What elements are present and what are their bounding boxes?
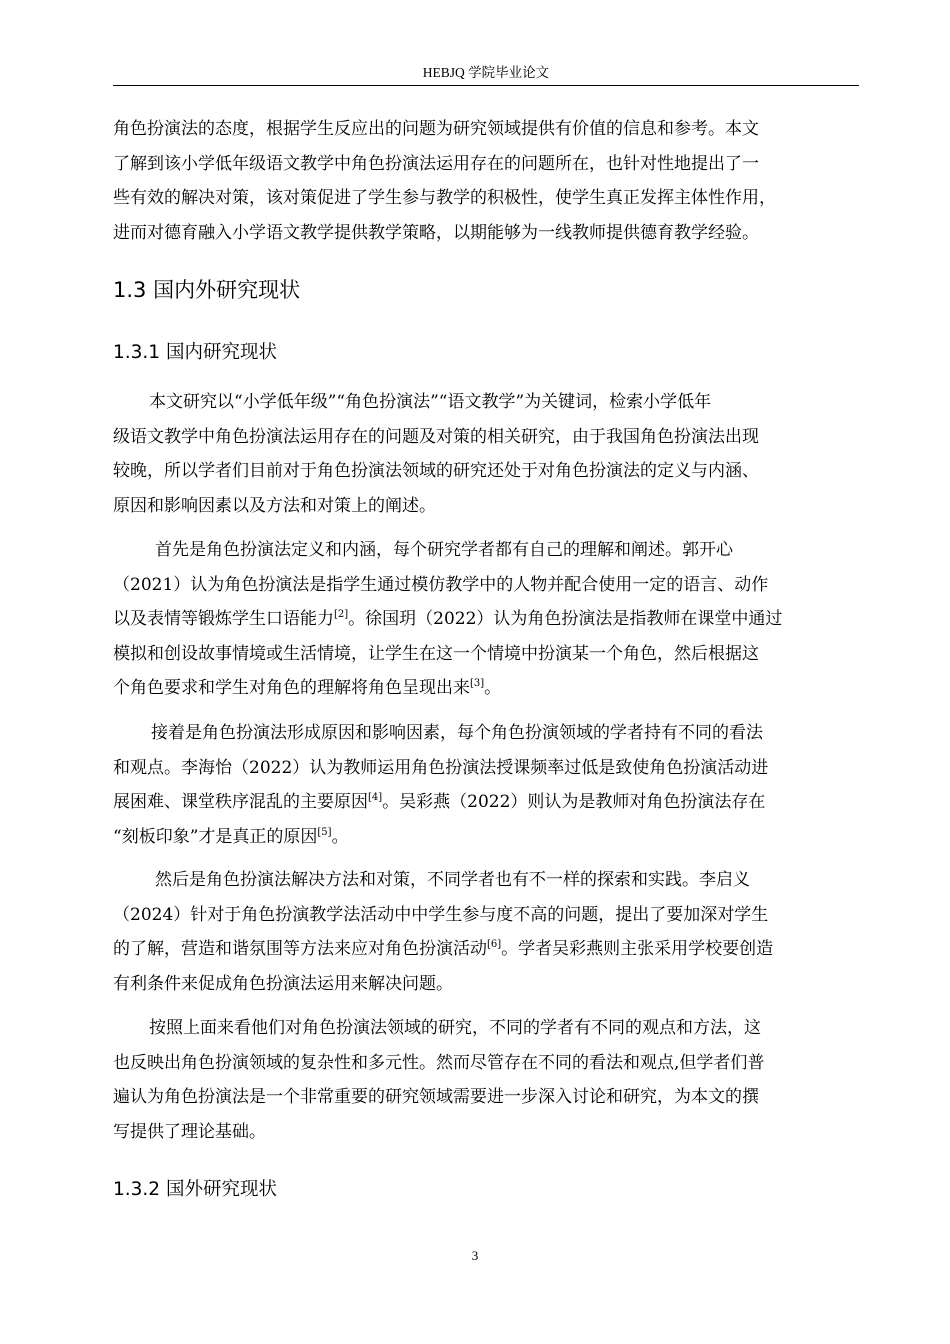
text-line: （2021）认为角色扮演法是指学生通过模仿教学中的人物并配合使用一定的语言、动作: [113, 574, 769, 595]
text-line: [113, 785, 859, 820]
text-line: 首先是角色扮演法定义和内涵，每个研究学者都有自己的理解和阐述。郭开心: [155, 540, 733, 560]
text-line: 级语文教学中角色扮演法运用存在的问题及对策的相关研究，由于我国角色扮演法出现: [113, 426, 759, 447]
text-line: 有利条件来促成角色扮演法运用来解决问题。: [113, 973, 453, 994]
citation-ref: [6]: [487, 939, 502, 950]
text-line: [113, 602, 859, 637]
text-span: 。徐国玥（2022）认为角色扮演法是指教师在课堂中通过: [348, 609, 783, 629]
paragraph-causes: [113, 716, 859, 854]
text-line: 些有效的解决对策，该对策促进了学生参与教学的积极性，使学生真正发挥主体性作用，: [113, 188, 776, 208]
paragraph-keywords: [113, 385, 859, 523]
section-heading-1-3-1: 1.3.1 国内研究现状: [113, 342, 277, 363]
text-line: 原因和影响因素以及方法和对策上的阐述。: [113, 495, 436, 516]
text-line: [113, 932, 859, 967]
text-line: 接着是角色扮演法形成原因和影响因素，每个角色扮演领域的学者持有不同的看法: [151, 723, 763, 743]
text-line: 角色扮演法的态度，根据学生反应出的问题为研究领域提供有价值的信息和参考。本文: [113, 119, 759, 139]
text-line: 然后是角色扮演法解决方法和对策，不同学者也有不一样的探索和实践。李启义: [155, 870, 750, 890]
text-line: 和观点。李海怡（2022）认为教师运用角色扮演法授课频率过低是致使角色扮演活动进: [113, 757, 769, 778]
text-line: [113, 671, 859, 706]
intro-paragraph: [113, 112, 859, 250]
citation-ref: [5]: [317, 826, 332, 838]
text-line: 模拟和创设故事情境或生活情境，让学生在这一个情境中扮演某一个角色，然后根据这: [113, 643, 759, 664]
text-line: 本文研究以“小学低年级”“角色扮演法”“语文教学”为关键词，检索小学低年: [149, 392, 712, 412]
text-span: 的了解，营造和谐氛围等方法来应对角色扮演活动: [113, 939, 487, 959]
text-span: 。: [484, 678, 502, 698]
section-heading-1-3: 1.3 国内外研究现状: [113, 278, 301, 302]
section-heading-1-3-2: 1.3.2 国外研究现状: [113, 1179, 277, 1200]
page-number: 3: [471, 1248, 479, 1263]
text-span: 。学者吴彩燕则主张采用学校要创造: [501, 939, 774, 959]
header-rule: [113, 85, 859, 86]
text-line: 也反映出角色扮演领域的复杂性和多元性。然而尽管存在不同的看法和观点,但学者们普: [113, 1052, 765, 1073]
text-span: 。吴彩燕（2022）则认为是教师对角色扮演法存在: [382, 792, 766, 812]
text-span: 以及表情等锻炼学生口语能力: [113, 609, 334, 629]
paragraph-definition: [113, 533, 859, 706]
text-span: 。: [331, 826, 349, 847]
text-line: 较晚，所以学者们目前对于角色扮演法领域的研究还处于对角色扮演法的定义与内涵、: [113, 461, 759, 481]
paragraph-summary: [113, 1011, 859, 1149]
text-line: 进而对德育融入小学语文教学提供教学策略，以期能够为一线教师提供德育教学经验。: [113, 222, 759, 243]
text-line: [113, 820, 859, 855]
citation-ref: [3]: [470, 678, 485, 689]
text-line: 写提供了理论基础。: [113, 1121, 266, 1142]
citation-ref: [2]: [334, 609, 349, 620]
paragraph-solutions: [113, 863, 859, 1001]
text-span: 展困难、课堂秩序混乱的主要原因: [113, 792, 368, 812]
text-line: 按照上面来看他们对角色扮演法领域的研究，不同的学者有不同的观点和方法，这: [149, 1018, 761, 1038]
text-span: 个角色要求和学生对角色的理解将角色呈现出来: [113, 678, 470, 698]
text-span: “刻板印象”才是真正的原因: [113, 826, 318, 847]
text-line: 遍认为角色扮演法是一个非常重要的研究领域需要进一步深入讨论和研究，为本文的撰: [113, 1087, 759, 1107]
running-header: HEBJQ 学院毕业论文: [422, 65, 550, 80]
text-line: （2024）针对于角色扮演教学法活动中中学生参与度不高的问题，提出了要加深对学生: [113, 904, 769, 925]
text-line: 了解到该小学低年级语文教学中角色扮演法运用存在的问题所在，也针对性地提出了一: [113, 153, 759, 174]
citation-ref: [4]: [368, 792, 383, 803]
